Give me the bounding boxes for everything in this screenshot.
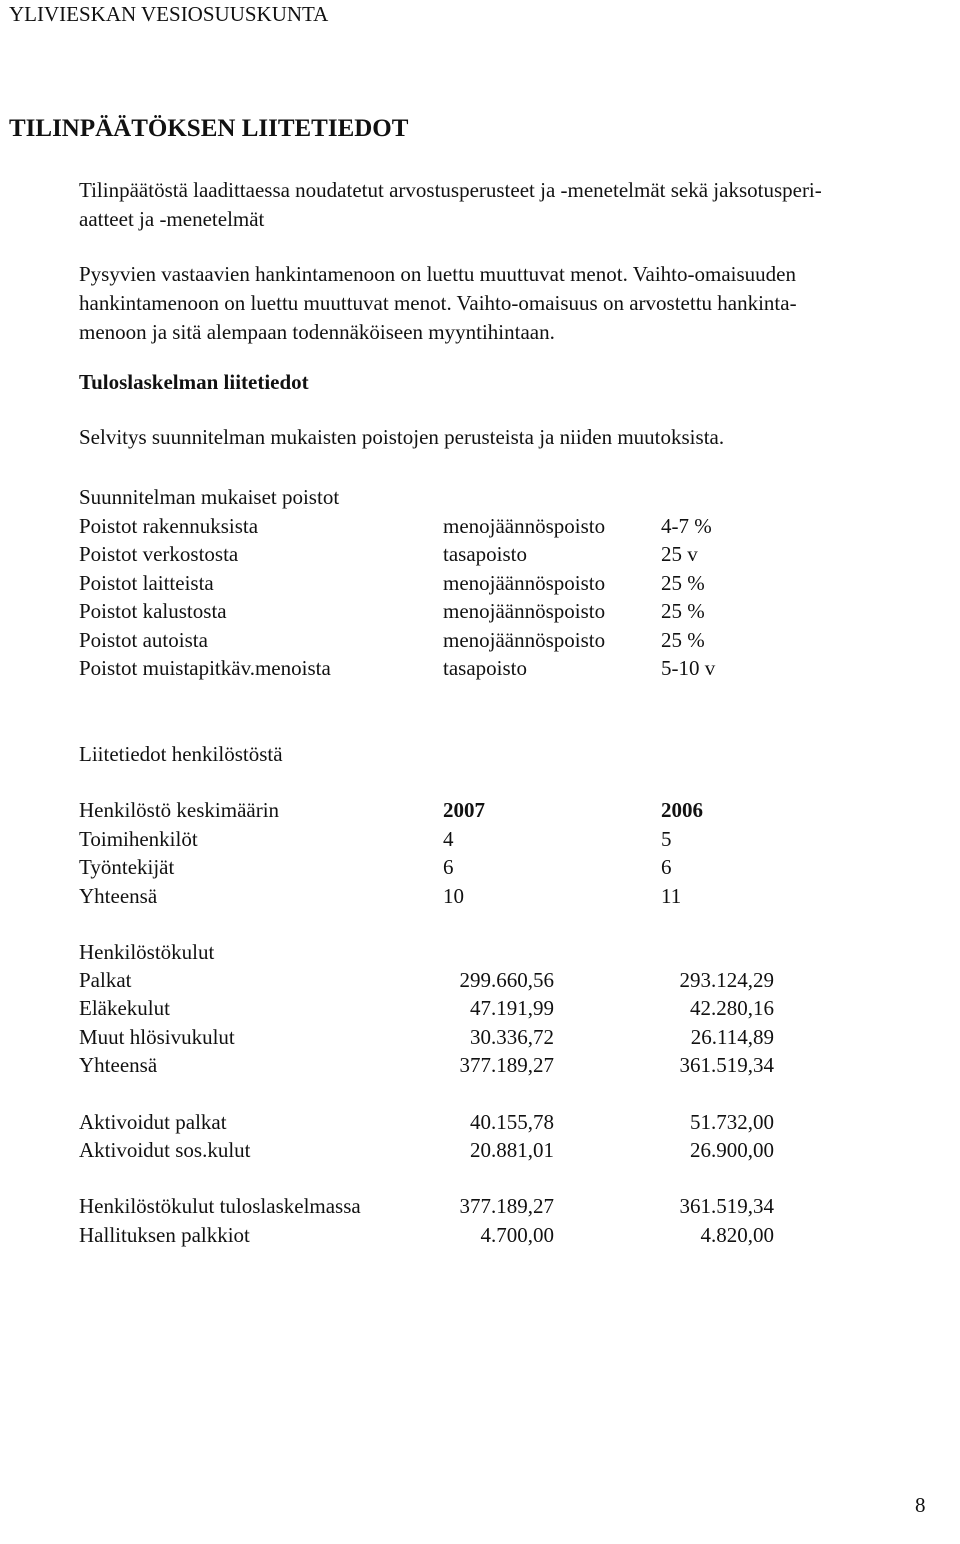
- cost-value-2006: 361.519,34: [679, 1053, 774, 1077]
- page-number: 8: [915, 1493, 926, 1517]
- cost-row-label: Muut hlösivukulut: [79, 1025, 235, 1049]
- depreciation-method: menojäännöspoisto: [443, 628, 606, 652]
- cost-row-label: Palkat: [79, 968, 132, 992]
- capitalized-row-label: Aktivoidut sos.kulut: [79, 1138, 251, 1162]
- cost-value-2007: 299.660,56: [459, 968, 554, 992]
- principles-line-2: aatteet ja -menetelmät: [79, 207, 265, 231]
- depreciation-method: menojäännöspoisto: [443, 599, 606, 623]
- cost-row-label: Eläkekulut: [79, 996, 170, 1020]
- depreciation-item: Poistot rakennuksista: [79, 514, 259, 538]
- cost-value-2006: 26.114,89: [690, 1025, 774, 1049]
- depreciation-method: tasapoisto: [443, 656, 527, 680]
- headcount-row-label: Yhteensä: [79, 884, 158, 908]
- page-title: TILINPÄÄTÖKSEN LIITETIEDOT: [9, 115, 409, 142]
- headcount-value-2006: 6: [661, 855, 672, 879]
- assets-line-1: Pysyvien vastaavien hankintamenoon on luettu muuttuvat menot. Vaihto-omaisuuden: [79, 262, 796, 286]
- depreciation-rate: 4-7 %: [661, 514, 712, 538]
- income-value-2007: 4.700,00: [480, 1223, 554, 1247]
- headcount-value-2006: 11: [661, 884, 682, 908]
- headcount-value-2007: 4: [443, 827, 454, 851]
- assets-line-2: hankintamenoon on luettu muuttuvat menot. Vaihto-omaisuus on arvostettu hankinta-: [79, 291, 797, 315]
- year-2006-header: 2006: [661, 798, 703, 822]
- capitalized-value-2006: 26.900,00: [690, 1138, 774, 1162]
- capitalized-value-2007: 20.881,01: [470, 1138, 554, 1162]
- cost-value-2007: 377.189,27: [459, 1053, 554, 1077]
- depreciation-method: tasapoisto: [443, 542, 527, 566]
- income-statement-heading: Tuloslaskelman liitetiedot: [79, 370, 309, 394]
- depreciation-method: menojäännöspoisto: [443, 571, 606, 595]
- assets-line-3: menoon ja sitä alempaan todennäköiseen myyntihintaan.: [79, 320, 555, 344]
- organization-name: YLIVIESKAN VESIOSUUSKUNTA: [9, 2, 329, 26]
- principles-line-1: Tilinpäätöstä laadittaessa noudatetut arvostusperusteet ja -menetelmät sekä jaksotusperi-: [79, 178, 822, 202]
- headcount-row-label: Toimihenkilöt: [79, 827, 198, 851]
- principles-paragraph: [79, 176, 939, 234]
- depreciation-rate: 25 %: [661, 628, 705, 652]
- headcount-value-2006: 5: [661, 827, 672, 851]
- personnel-costs-heading: Henkilöstökulut: [79, 940, 215, 964]
- depreciation-heading: Suunnitelman mukaiset poistot: [79, 485, 340, 509]
- capitalized-value-2007: 40.155,78: [470, 1110, 554, 1134]
- year-2007-header: 2007: [443, 798, 485, 822]
- cost-value-2007: 47.191,99: [470, 996, 554, 1020]
- income-row-label: Henkilöstökulut tuloslaskelmassa: [79, 1194, 361, 1218]
- income-row-label: Hallituksen palkkiot: [79, 1223, 250, 1247]
- capitalized-value-2006: 51.732,00: [690, 1110, 774, 1134]
- cost-value-2007: 30.336,72: [470, 1025, 554, 1049]
- depreciation-item: Poistot muistapitkäv.menoista: [79, 656, 331, 680]
- income-value-2006: 4.820,00: [700, 1223, 774, 1247]
- depreciation-method: menojäännöspoisto: [443, 514, 606, 538]
- depreciation-rate: 5-10 v: [661, 656, 716, 680]
- assets-paragraph: [79, 260, 939, 347]
- depreciation-rate: 25 %: [661, 599, 705, 623]
- headcount-value-2007: 6: [443, 855, 454, 879]
- capitalized-row-label: Aktivoidut palkat: [79, 1110, 227, 1134]
- income-value-2007: 377.189,27: [459, 1194, 554, 1218]
- income-value-2006: 361.519,34: [679, 1194, 774, 1218]
- cost-value-2006: 42.280,16: [690, 996, 774, 1020]
- headcount-value-2007: 10: [443, 884, 464, 908]
- depreciation-rate: 25 v: [661, 542, 698, 566]
- cost-row-label: Yhteensä: [79, 1053, 158, 1077]
- headcount-label: Henkilöstö keskimäärin: [79, 798, 280, 822]
- depreciation-item: Poistot autoista: [79, 628, 208, 652]
- depreciation-description: Selvitys suunnitelman mukaisten poistojen perusteista ja niiden muutoksista.: [79, 425, 725, 449]
- depreciation-rate: 25 %: [661, 571, 705, 595]
- personnel-heading: Liitetiedot henkilöstöstä: [79, 742, 283, 766]
- cost-value-2006: 293.124,29: [679, 968, 774, 992]
- headcount-row-label: Työntekijät: [79, 855, 175, 879]
- depreciation-item: Poistot laitteista: [79, 571, 214, 595]
- depreciation-item: Poistot kalustosta: [79, 599, 227, 623]
- depreciation-item: Poistot verkostosta: [79, 542, 239, 566]
